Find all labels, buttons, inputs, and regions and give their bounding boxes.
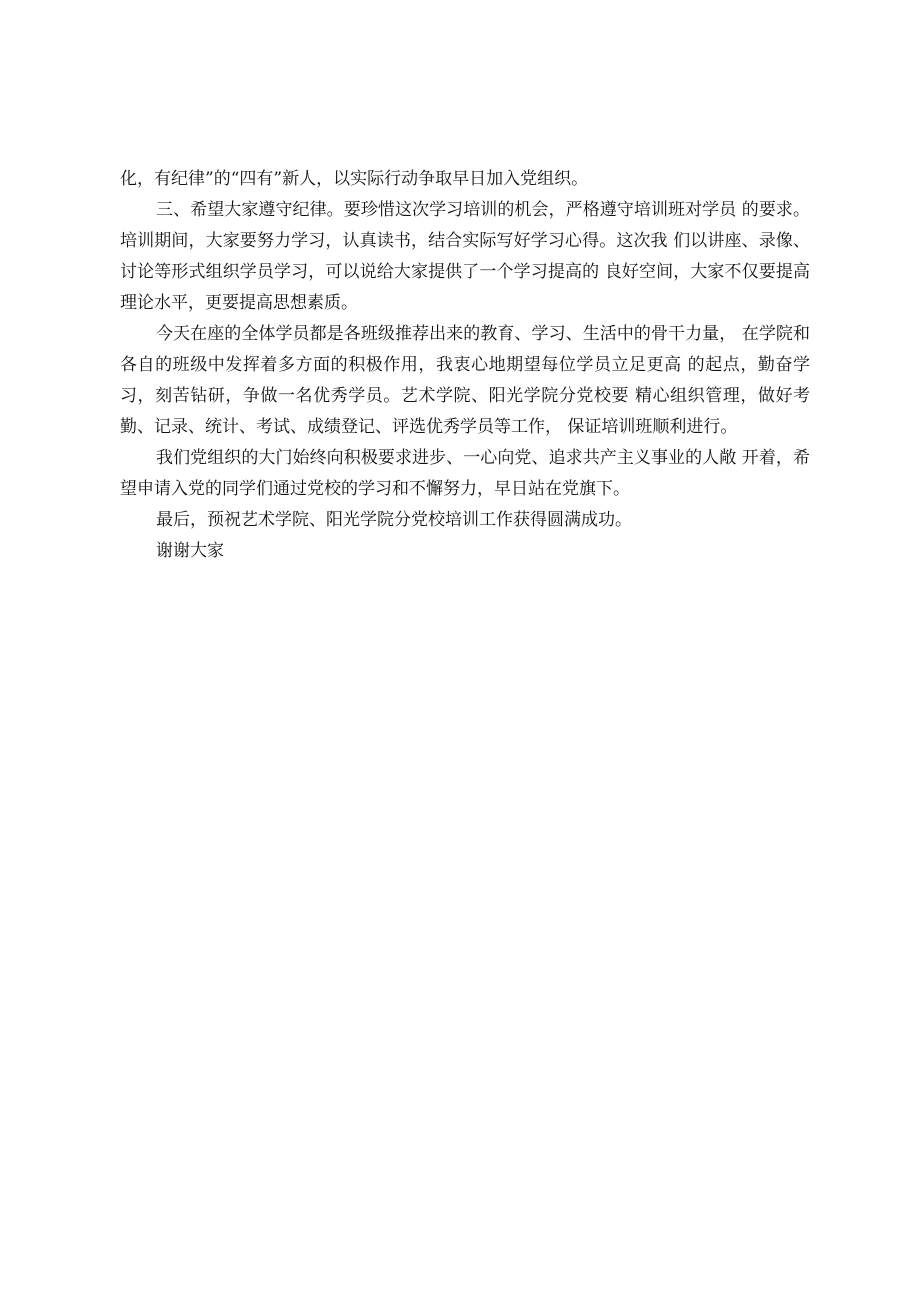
paragraph-continuation: 化，有纪律”的“四有”新人，以实际行动争取早日加入党组织。 bbox=[120, 169, 589, 189]
document-body bbox=[120, 164, 810, 567]
paragraph-closing-wish: 最后，预祝艺术学院、阳光学院分党校培训工作获得圆满成功。 bbox=[156, 510, 632, 530]
paragraph-thanks: 谢谢大家 bbox=[156, 541, 224, 561]
paragraph-students: 今天在座的全体学员都是各班级推荐出来的教育、学习、生活中的骨干力量， 在学院和各自的班级中发挥着多方面的积极作用，我衷心地期望每位学员立足更高 的起点，勤奋学习，刻苦钻研，争做一名优秀学员。艺术学院、阳光学院分党校要 精心组织管理，做好考勤、记录、统计、考试、成绩登记、评选优秀学员等工作， 保证培训班顺利进行。 bbox=[120, 324, 810, 437]
paragraph-discipline: 三、希望大家遵守纪律。要珍惜这次学习培训的机会，严格遵守培训班对学员 的要求。培训期间，大家要努力学习，认真读书，结合实际写好学习心得。这次我 们以讲座、录像、讨论等形式组织学员学习，可以说给大家提供了一个学习提高的 良好空间，大家不仅要提高理论水平，更要提高思想素质。 bbox=[120, 200, 810, 313]
paragraph-party-door: 我们党组织的大门始终向积极要求进步、一心向党、追求共产主义事业的人敞 开着，希望申请入党的同学们通过党校的学习和不懈努力，早日站在党旗下。 bbox=[120, 448, 810, 499]
